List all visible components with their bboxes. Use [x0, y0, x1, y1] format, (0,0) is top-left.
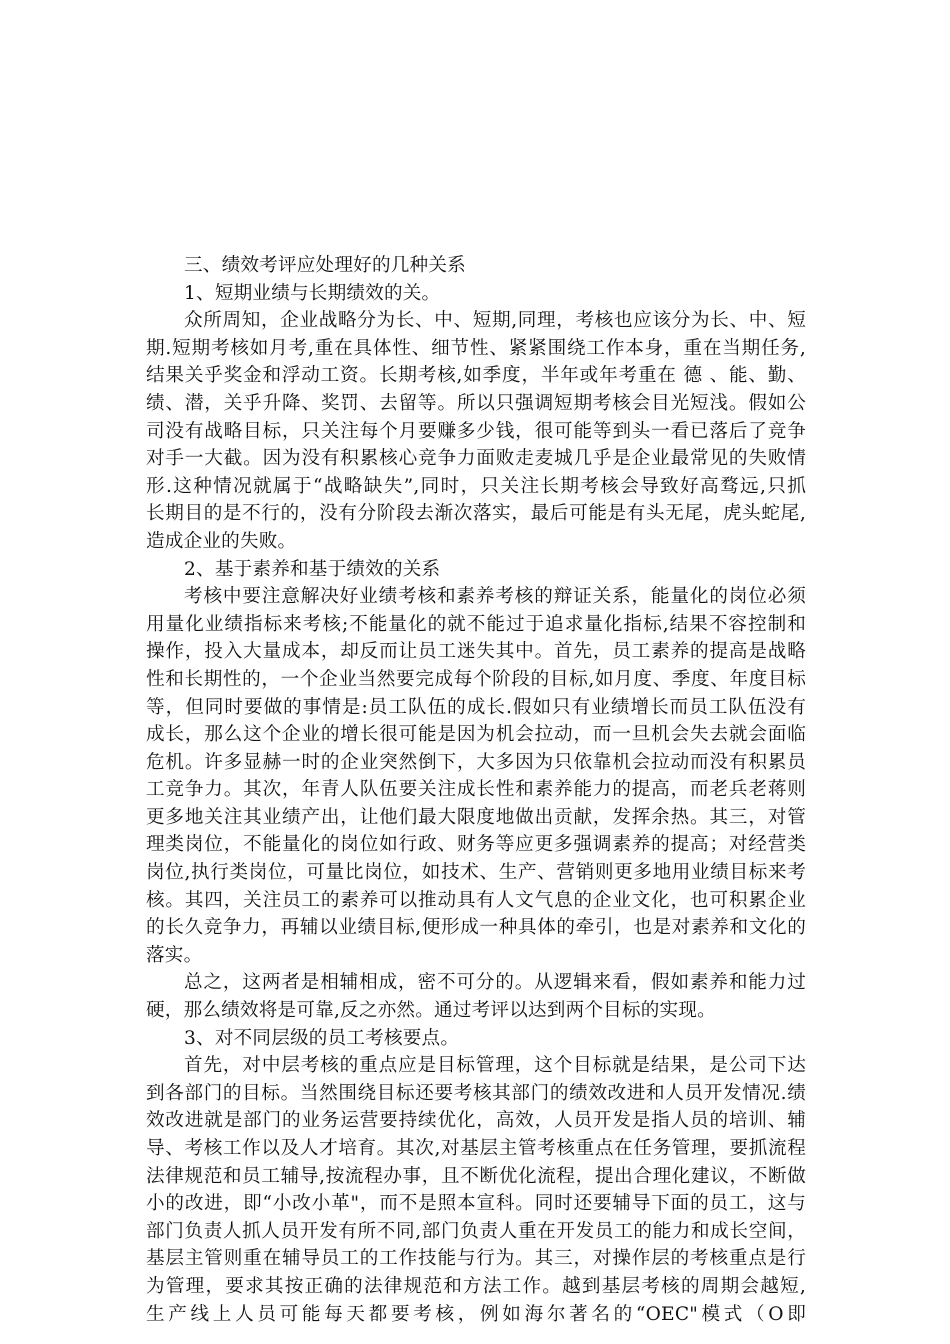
- paragraph-line: 首先，对中层考核的重点应是目标管理，这个目标就是结果，是公司下达: [184, 1055, 806, 1077]
- paragraph-line: 效改进就是部门的业务运营要持续优化，高效，人员开发是指人员的培训、辅: [146, 1110, 806, 1132]
- paragraph-line: 形.这种情况就属于“战略缺失”,同时，只关注长期考核会导致好高骛远,只抓: [146, 475, 806, 497]
- paragraph-line: 生产线上人员可能每天都要考核，例如海尔著名的“OEC"模式（O即: [146, 1303, 806, 1325]
- paragraph-line: 总之，这两者是相辅相成，密不可分的。从逻辑来看，假如素养和能力过: [184, 972, 806, 994]
- paragraph-line: 硬，那么绩效将是可靠,反之亦然。通过考评以达到两个目标的实现。: [146, 1000, 716, 1022]
- paragraph-line: 岗位,执行类岗位，可量比岗位，如技术、生产、营销则更多地用业绩目标来考: [146, 862, 806, 884]
- paragraph-line: 的长久竞争力，再辅以业绩目标,便形成一种具体的牵引，也是对素养和文化的: [146, 917, 806, 939]
- paragraph-line: 对手一大截。因为没有积累核心竞争力面败走麦城几乎是企业最常见的失败情: [146, 448, 806, 470]
- paragraph-line: 危机。许多显赫一时的企业突然倒下，大多因为只依靠机会拉动而没有积累员: [146, 751, 806, 773]
- paragraph-line: 为管理，要求其按正确的法律规范和方法工作。越到基层考核的周期会越短,: [146, 1275, 806, 1297]
- paragraph-line: 工竞争力。其次，年青人队伍要关注成长性和素养能力的提高，而老兵老蒋则: [146, 779, 806, 801]
- paragraph-line: 部门负责人抓人员开发有所不同,部门负责人重在开发员工的能力和成长空间，: [146, 1220, 806, 1242]
- paragraph-line: 基层主管则重在辅导员工的工作技能与行为。其三，对操作层的考核重点是行: [146, 1248, 806, 1270]
- paragraph-line: 期.短期考核如月考,重在具体性、细节性、紧紧围绕工作本身，重在当期任务,: [146, 337, 806, 359]
- paragraph-line: 理类岗位，不能量化的岗位如行政、财务等应更多强调素养的提高；对经营类: [146, 834, 806, 856]
- paragraph-line: 操作，投入大量成本，却反而让员工迷失其中。首先，员工素养的提高是战略: [146, 641, 806, 663]
- paragraph-line: 核。其四，关注员工的素养可以推动具有人文气息的企业文化，也可积累企业: [146, 889, 806, 911]
- paragraph-line: 法律规范和员工辅导,按流程办事，且不断优化流程，提出合理化建议，不断做: [146, 1165, 806, 1187]
- paragraph-line: 众所周知，企业战略分为长、中、短期,同理，考核也应该分为长、中、短: [184, 310, 806, 332]
- paragraph-line: 考核中要注意解决好业绩考核和素养考核的辩证关系，能量化的岗位必须: [184, 586, 806, 608]
- paragraph-line: 结果关乎奖金和浮动工资。长期考核,如季度，半年或年考重在 德 、能、勤、: [146, 365, 806, 387]
- section-heading: 三、绩效考评应处理好的几种关系: [184, 255, 466, 276]
- paragraph-line: 小的改进，即“小改小革"，而不是照本宣科。同时还要辅导下面的员工，这与: [146, 1193, 806, 1215]
- paragraph-line: 落实。: [146, 944, 203, 966]
- paragraph-line: 导、考核工作以及人才培育。其次,对基层主管考核重点在任务管理，要抓流程: [146, 1138, 806, 1159]
- section-heading: 1、短期业绩与长期绩效的关。: [184, 282, 441, 304]
- paragraph-line: 到各部门的目标。当然围绕目标还要考核其部门的绩效改进和人员开发情况.绩: [146, 1082, 806, 1104]
- section-heading: 3、对不同层级的员工考核要点。: [184, 1027, 460, 1049]
- paragraph-line: 等，但同时要做的事情是:员工队伍的成长.假如只有业绩增长而员工队伍没有: [146, 696, 806, 718]
- paragraph-line: 成长，那么这个企业的增长很可能是因为机会拉动，而一旦机会失去就会面临: [146, 724, 806, 746]
- paragraph-line: 用量化业绩指标来考核;不能量化的就不能过于追求量化指标,结果不容控制和: [146, 613, 806, 635]
- section-heading: 2、基于素养和基于绩效的关系: [184, 558, 441, 580]
- paragraph-line: 司没有战略目标，只关注每个月要赚多少钱，很可能等到头一看已落后了竞争: [146, 420, 806, 442]
- document-page: [146, 252, 806, 1328]
- paragraph-line: 绩、潜，关乎升降、奖罚、去留等。所以只强调短期考核会目光短浅。假如公: [146, 392, 806, 414]
- paragraph-line: 造成企业的失败。: [146, 530, 297, 552]
- paragraph-line: 性和长期性的，一个企业当然要完成每个阶段的目标,如月度、季度、年度目标: [146, 668, 806, 690]
- paragraph-line: 更多地关注其业绩产出，让他们最大限度地做出贡献，发挥余热。其三，对管: [146, 806, 806, 828]
- paragraph-line: 长期目的是不行的，没有分阶段去渐次落实，最后可能是有头无尾，虎头蛇尾,: [146, 503, 806, 525]
